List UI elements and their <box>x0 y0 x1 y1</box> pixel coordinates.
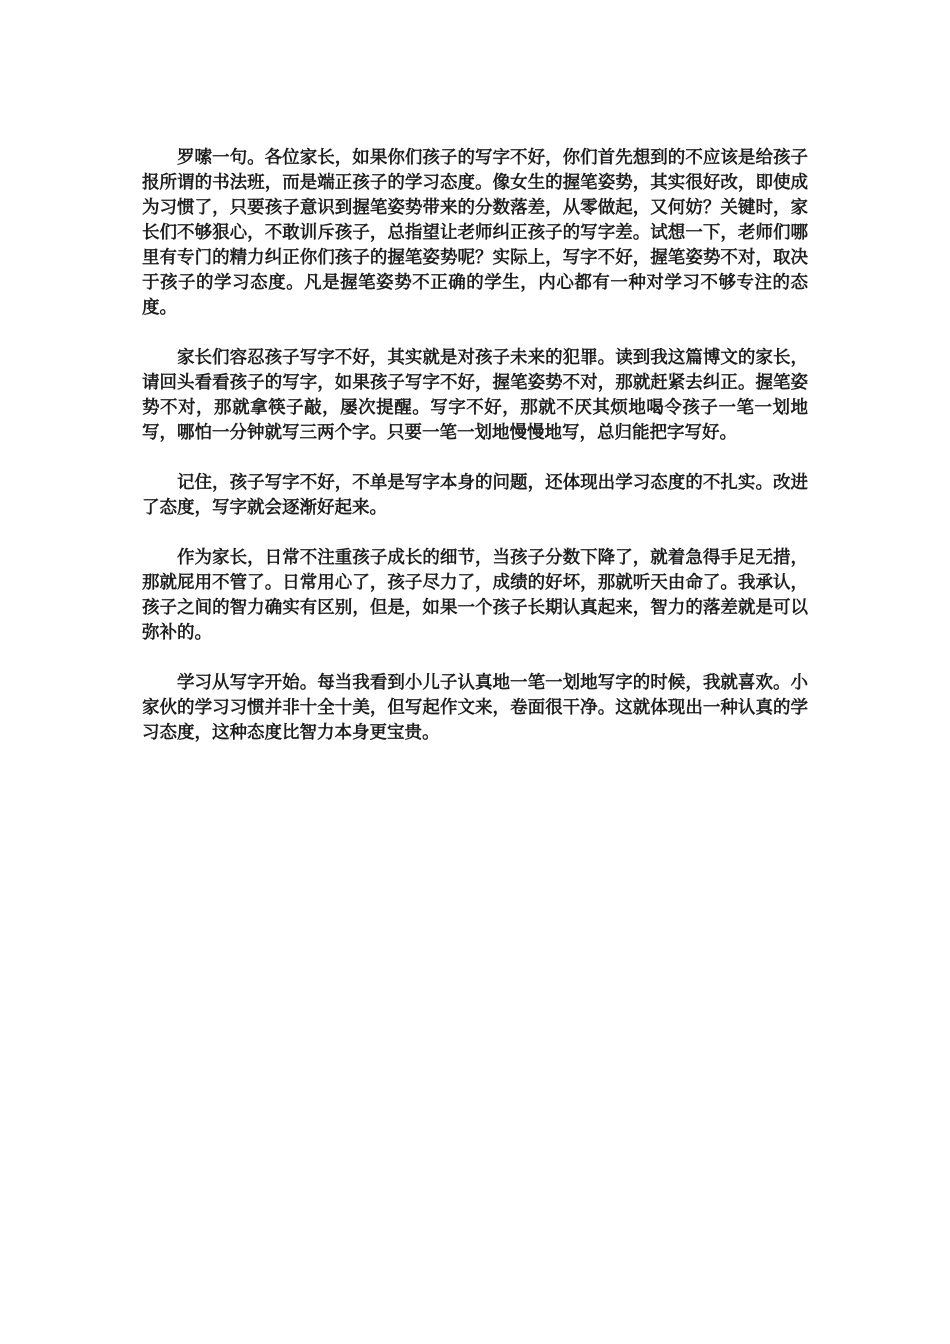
document-body <box>142 146 808 771</box>
paragraph-3: 记住，孩子写字不好，不单是写字本身的问题，还体现出学习态度的不扎实。改进了态度，写字就会逐渐好起来。 <box>142 473 808 518</box>
paragraph-5: 学习从写字开始。每当我看到小儿子认真地一笔一划地写字的时候，我就喜欢。小家伙的学习习惯并非十全十美，但写起作文来，卷面很干净。这就体现出一种认真的学习态度，这种态度比智力本身更宝贵。 <box>142 673 808 743</box>
paragraph-1: 罗嗦一句。各位家长，如果你们孩子的写字不好，你们首先想到的不应该是给孩子报所谓的书法班，而是端正孩子的学习态度。像女生的握笔姿势，其实很好改，即使成为习惯了，只要孩子意识到握笔姿势带来的分数落差，从零做起，又何妨？关键时，家长们不够狠心，不敢训斥孩子，总指望让老师纠正孩子的写字差。试想一下，老师们哪里有专门的精力纠正你们孩子的握笔姿势呢？实际上，写字不好，握笔姿势不对，取决于孩子的学习态度。凡是握笔姿势不正确的学生，内心都有一种对学习不够专注的态度。 <box>142 148 808 318</box>
paragraph-4: 作为家长，日常不注重孩子成长的细节，当孩子分数下降了，就着急得手足无措，那就屁用不管了。日常用心了，孩子尽力了，成绩的好坏，那就听天由命了。我承认，孩子之间的智力确实有区别，但是，如果一个孩子长期认真起来，智力的落差就是可以弥补的。 <box>142 548 808 643</box>
paragraph-2: 家长们容忍孩子写字不好，其实就是对孩子未来的犯罪。读到我这篇博文的家长，请回头看看孩子的写字，如果孩子写字不好，握笔姿势不对，那就赶紧去纠正。握笔姿势不对，那就拿筷子敲，屡次提醒。写字不好，那就不厌其烦地喝令孩子一笔一划地写，哪怕一分钟就写三两个字。只要一笔一划地慢慢地写，总归能把字写好。 <box>142 348 808 443</box>
